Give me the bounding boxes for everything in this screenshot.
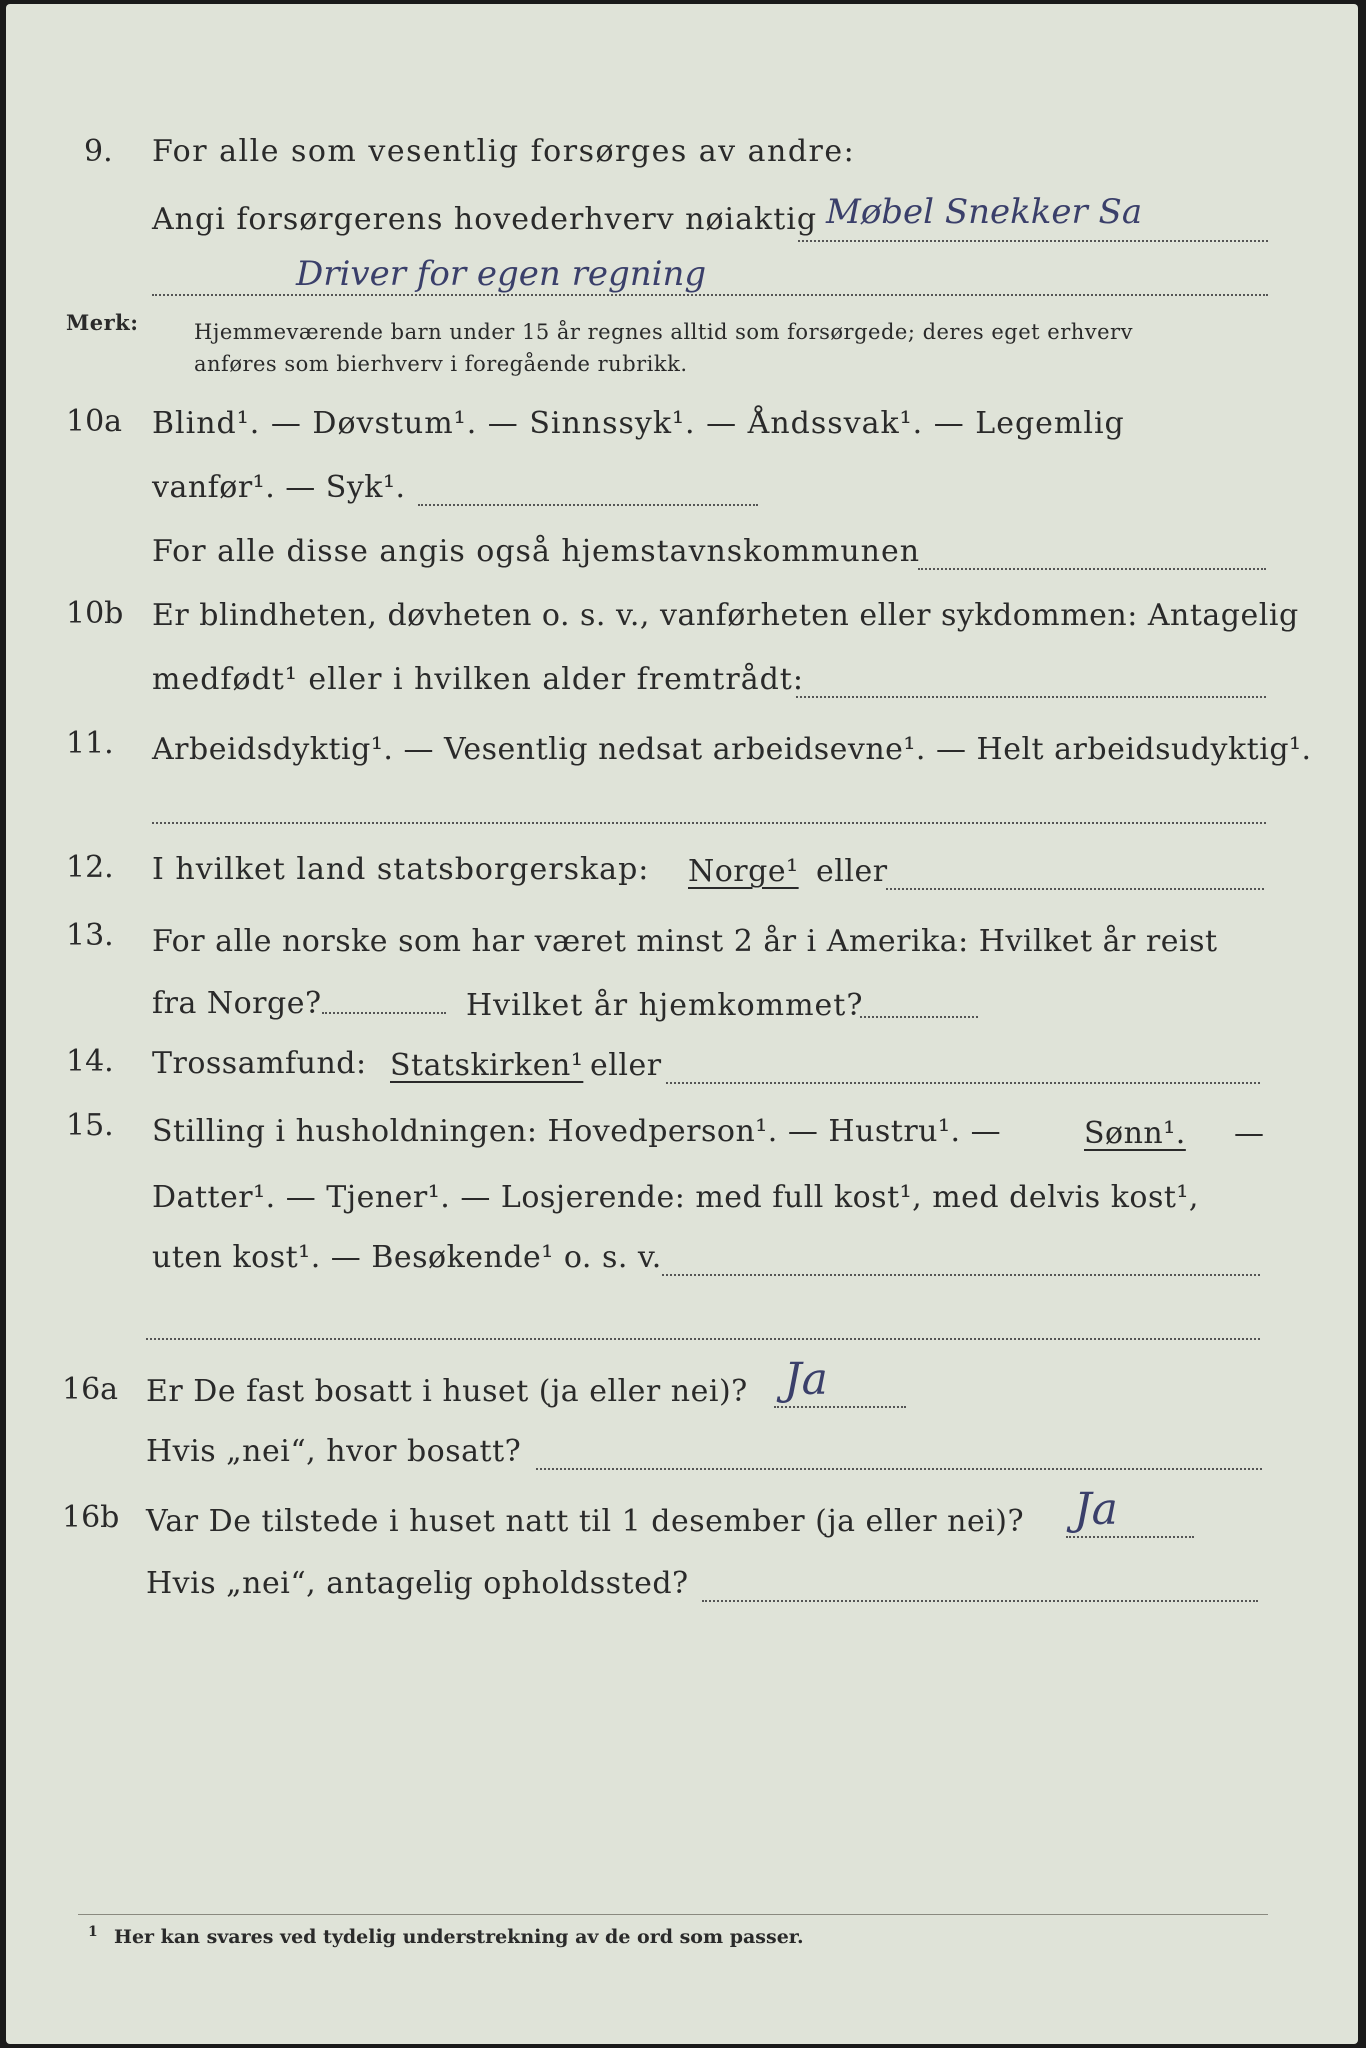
- q16a-answer-line: [774, 1406, 906, 1408]
- q13-line2a: fra Norge?: [152, 986, 322, 1021]
- q9-answer-line2: [152, 294, 1268, 296]
- q11-number: 11.: [66, 726, 114, 761]
- q15-line2: Datter¹. — Tjener¹. — Losjerende: med full kost¹, med delvis kost¹,: [152, 1180, 1199, 1215]
- merk-label: Merk:: [66, 310, 139, 335]
- q9-answer-line1: [798, 240, 1268, 242]
- q13-year-left-line: [322, 1012, 446, 1014]
- merk-line1: Hjemmeværende barn under 15 år regnes alltid som forsørgede; deres eget erhverv: [194, 320, 1133, 344]
- q10b-line2: medfødt¹ eller i hvilken alder fremtrådt:: [152, 662, 804, 697]
- q10a-answer-line2: [918, 568, 1266, 570]
- q12-label: I hvilket land statsborgerskap:: [152, 852, 650, 887]
- q10a-number: 10a: [66, 404, 123, 439]
- q9-line2-label: Angi forsørgerens hovederhverv nøiaktig: [152, 202, 818, 237]
- merk-line2: anføres som bierhverv i foregående rubrikk.: [194, 352, 688, 376]
- q10a-line2: vanfør¹. — Syk¹.: [152, 470, 406, 505]
- q15-option-sonn: Sønn¹.: [1084, 1116, 1186, 1151]
- q14-option-statskirken: Statskirken¹: [390, 1048, 584, 1083]
- q10a-line1: Blind¹. — Døvstum¹. — Sinnssyk¹. — Åndssvak¹. — Legemlig: [152, 406, 1125, 441]
- q16b-answer-line: [1066, 1536, 1194, 1538]
- q14-number: 14.: [66, 1044, 114, 1079]
- q9-line1: For alle som vesentlig forsørges av andre:: [152, 134, 856, 169]
- q15-line3: uten kost¹. — Besøkende¹ o. s. v.: [152, 1240, 662, 1275]
- q10a-line3: For alle disse angis også hjemstavnskommunen: [152, 534, 921, 569]
- q12-option-norge: Norge¹: [688, 854, 799, 889]
- q15-line1c: —: [1234, 1116, 1265, 1151]
- q16a-where-line: [536, 1468, 1262, 1470]
- q12-number: 12.: [66, 850, 114, 885]
- q15-number: 15.: [66, 1108, 114, 1143]
- q16a-number: 16a: [62, 1372, 119, 1407]
- q10b-number: 10b: [66, 596, 124, 631]
- q9-answer1-handwriting: Møbel Snekker Sa: [826, 192, 1143, 232]
- q14-answer-line: [666, 1082, 1260, 1084]
- q16b-where-line: [702, 1600, 1258, 1602]
- q11-line1: Arbeidsdyktig¹. — Vesentlig nedsat arbeidsevne¹. — Helt arbeidsudyktig¹.: [152, 732, 1312, 767]
- q16b-line1: Var De tilstede i huset natt til 1 desember (ja eller nei)?: [146, 1504, 1025, 1539]
- q13-line2b: Hvilket år hjemkommet?: [466, 988, 864, 1023]
- q16b-line2: Hvis „nei“, antagelig opholdssted?: [146, 1566, 689, 1601]
- q10b-answer-line: [796, 696, 1266, 698]
- footnote-mark: 1: [88, 1924, 98, 1940]
- q10a-answer-line1: [418, 504, 758, 506]
- q12-tail: eller: [816, 854, 888, 889]
- q16b-number: 16b: [62, 1500, 120, 1535]
- q14-label: Trossamfund:: [152, 1046, 367, 1081]
- q13-line1: For alle norske som har været minst 2 år i Amerika: Hvilket år reist: [152, 924, 1218, 959]
- footnote-rule: [78, 1914, 1268, 1915]
- q10b-line1: Er blindheten, døvheten o. s. v., vanførheten eller sykdommen: Antagelig: [152, 598, 1299, 633]
- q14-tail: eller: [590, 1048, 662, 1083]
- q15-line1a: Stilling i husholdningen: Hovedperson¹. — Hustru¹. —: [152, 1114, 1002, 1149]
- footnote-text: Her kan svares ved tydelig understrekning av de ord som passer.: [114, 1926, 804, 1948]
- q12-answer-line: [886, 888, 1264, 890]
- census-form-page: [6, 4, 1358, 2044]
- q13-number: 13.: [66, 918, 114, 953]
- q13-year-returned-line: [860, 1016, 978, 1018]
- q9-number: 9.: [84, 134, 113, 169]
- q16b-answer-handwriting: Ja: [1074, 1484, 1118, 1535]
- q16a-line1: Er De fast bosatt i huset (ja eller nei)?: [146, 1374, 748, 1409]
- q15-answer-line2: [146, 1338, 1260, 1340]
- q9-answer2-handwriting: Driver for egen regning: [296, 254, 707, 294]
- q16a-answer-handwriting: Ja: [784, 1354, 828, 1405]
- q16a-line2: Hvis „nei“, hvor bosatt?: [146, 1434, 522, 1469]
- q11-answer-line: [152, 822, 1266, 824]
- q15-answer-line1: [662, 1274, 1260, 1276]
